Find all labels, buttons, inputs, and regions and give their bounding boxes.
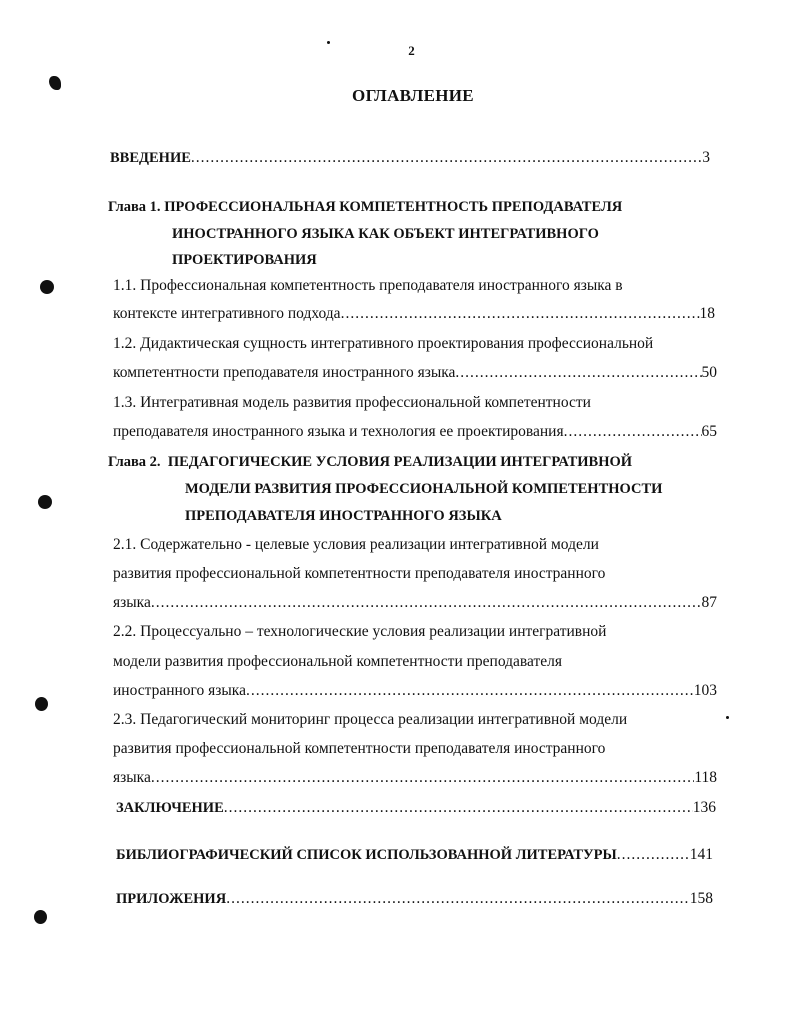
page-title: ОГЛАВЛЕНИЕ xyxy=(352,86,474,105)
section-2-1-line-2: развития профессиональной компетентности преподавателя иностранного xyxy=(113,565,606,582)
toc-label: иностранного языка xyxy=(113,682,246,699)
chapter-1-title-line-3: ПРОЕКТИРОВАНИЯ xyxy=(172,252,317,268)
chapter-prefix: Глава 2. xyxy=(108,454,161,470)
chapter-title-line-1: ПЕДАГОГИЧЕСКИЕ УСЛОВИЯ РЕАЛИЗАЦИИ ИНТЕГРАТИВНОЙ xyxy=(167,454,633,470)
section-1-1-line-1: 1.1. Профессиональная компетентность преподавателя иностранного языка в xyxy=(113,277,623,294)
section-2-3-line-1: 2.3. Педагогический мониторинг процесса реализации интегративной модели xyxy=(113,711,628,728)
toc-entry-conclusion xyxy=(116,797,716,819)
toc-page: 50 xyxy=(701,364,717,381)
toc-page: 3 xyxy=(702,149,710,166)
section-2-2-line-1: 2.2. Процессуально – технологические условия реализации интегративной xyxy=(113,623,607,640)
leader-dots xyxy=(191,147,702,169)
binder-hole-mark xyxy=(34,910,47,924)
toc-entry-bibliography xyxy=(116,844,713,866)
section-2-1-line-1: 2.1. Содержательно - целевые условия реализации интегративной модели xyxy=(113,536,599,553)
toc-entry-section-1-1 xyxy=(113,303,715,325)
toc-entry-section-2-2 xyxy=(113,680,717,702)
chapter-2-title-line-3: ПРЕПОДАВАТЕЛЯ ИНОСТРАННОГО ЯЗЫКА xyxy=(185,508,502,524)
toc-label: ЗАКЛЮЧЕНИЕ xyxy=(116,800,224,816)
leader-dots xyxy=(226,888,690,910)
toc-entry-section-2-1 xyxy=(113,592,717,614)
section-1-3-line-1: 1.3. Интегративная модель развития профессиональной компетентности xyxy=(113,394,591,411)
page-number: 2 xyxy=(408,43,415,58)
toc-page: 103 xyxy=(693,682,717,699)
speck-mark xyxy=(726,716,729,719)
leader-dots xyxy=(455,362,701,384)
toc-entry-appendices xyxy=(116,888,713,910)
toc-entry-section-1-2 xyxy=(113,362,717,384)
leader-dots xyxy=(617,844,690,866)
chapter-1-heading xyxy=(108,196,622,218)
leader-dots xyxy=(246,680,694,702)
toc-label: ПРИЛОЖЕНИЯ xyxy=(116,891,227,907)
toc-page: 118 xyxy=(694,769,717,786)
toc-label: языка xyxy=(113,594,151,611)
leader-dots xyxy=(341,303,700,325)
binder-hole-mark xyxy=(38,495,52,509)
speck-mark xyxy=(327,41,330,44)
toc-label: компетентности преподавателя иностранного языка xyxy=(113,364,456,381)
toc-entry-intro xyxy=(110,147,710,169)
toc-page: 65 xyxy=(701,423,717,440)
leader-dots xyxy=(151,767,694,789)
section-1-2-line-1: 1.2. Дидактическая сущность интегративного проектирования профессиональной xyxy=(113,335,654,352)
leader-dots xyxy=(224,797,693,819)
chapter-2-title-line-2: МОДЕЛИ РАЗВИТИЯ ПРОФЕССИОНАЛЬНОЙ КОМПЕТЕНТНОСТИ xyxy=(185,481,663,497)
section-2-2-line-2: модели развития профессиональной компетентности преподавателя xyxy=(113,653,563,670)
toc-page: 136 xyxy=(692,799,716,816)
leader-dots xyxy=(151,592,702,614)
toc-label: контексте интегративного подхода xyxy=(113,305,341,322)
toc-label: языка xyxy=(113,769,151,786)
toc-page: 141 xyxy=(689,846,713,863)
toc-label: БИБЛИОГРАФИЧЕСКИЙ СПИСОК ИСПОЛЬЗОВАННОЙ ЛИТЕРАТУРЫ xyxy=(116,847,617,863)
toc-entry-section-2-3 xyxy=(113,767,717,789)
binder-hole-mark xyxy=(49,76,61,90)
leader-dots xyxy=(564,421,702,443)
toc-page: 158 xyxy=(689,890,713,907)
section-2-3-line-2: развития профессиональной компетентности преподавателя иностранного xyxy=(113,740,606,757)
toc-label: ВВЕДЕНИЕ xyxy=(110,150,191,166)
chapter-1-title-line-2: ИНОСТРАННОГО ЯЗЫКА КАК ОБЪЕКТ ИНТЕГРАТИВНОГО xyxy=(172,226,599,242)
toc-page: 87 xyxy=(701,594,717,611)
binder-hole-mark xyxy=(40,280,54,294)
toc-page: 18 xyxy=(699,305,715,322)
toc-label: преподавателя иностранного языка и технология ее проектирования xyxy=(113,423,564,440)
chapter-title-line-1: ПРОФЕССИОНАЛЬНАЯ КОМПЕТЕНТНОСТЬ ПРЕПОДАВАТЕЛЯ xyxy=(164,199,623,215)
binder-hole-mark xyxy=(35,697,48,711)
toc-entry-section-1-3 xyxy=(113,421,717,443)
chapter-2-heading xyxy=(108,451,632,473)
chapter-prefix: Глава 1. xyxy=(108,199,161,215)
